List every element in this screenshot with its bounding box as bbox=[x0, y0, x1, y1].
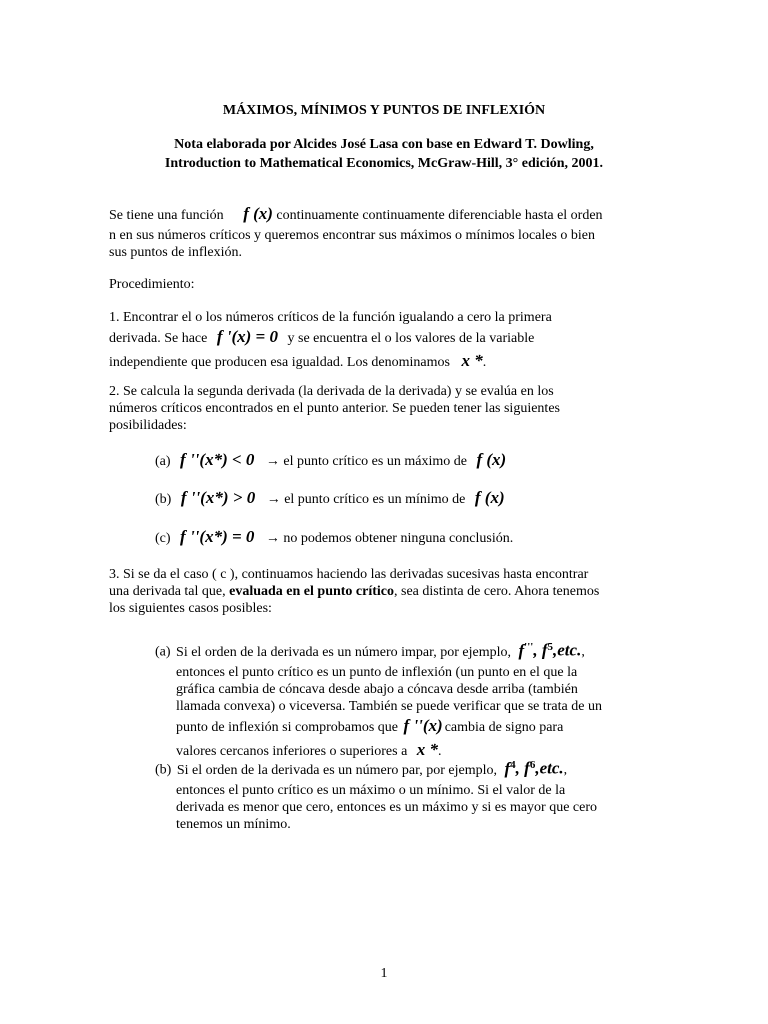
subcase-label: (b) bbox=[155, 762, 172, 778]
case-a bbox=[155, 450, 675, 472]
step-2-line-3: posibilidades: bbox=[109, 418, 187, 433]
subcase-a-line-6b: . bbox=[438, 743, 442, 759]
step-1-line-1: 1. Encontrar el o los números críticos de la función igualando a cero la primera bbox=[109, 310, 552, 325]
page-title: MÁXIMOS, MÍNIMOS Y PUNTOS DE INFLEXIÓN bbox=[222, 103, 546, 118]
case-label: (a) bbox=[155, 454, 171, 469]
case-fx: f (x) bbox=[476, 450, 507, 469]
subcase-a-line-3: gráfica cambia de cóncava desde abajo a cóncava desde arriba (también bbox=[176, 681, 578, 697]
right-arrow-icon: → bbox=[265, 531, 280, 546]
step-3-text-2: , sea distinta de cero. Ahora tenemos bbox=[394, 584, 600, 599]
subcase-a-line-5b: cambia de signo para bbox=[444, 719, 564, 735]
right-arrow-icon: → bbox=[265, 454, 280, 469]
fifth-derivative-exponent: 5 bbox=[547, 641, 554, 653]
step-2-paragraph bbox=[109, 383, 669, 434]
case-b bbox=[155, 488, 675, 510]
case-text: no podemos obtener ninguna conclusión. bbox=[283, 531, 514, 546]
intro-paragraph bbox=[109, 203, 669, 261]
step-1-text-4: . bbox=[482, 355, 487, 370]
x-star: x * bbox=[416, 739, 439, 759]
intro-line-2: n en sus números críticos y queremos encontrar sus máximos o mínimos locales o bien bbox=[109, 228, 596, 243]
step-3-text-1: una derivada tal que, bbox=[109, 584, 226, 599]
separator: , bbox=[533, 640, 542, 660]
step-1-text-3: independiente que producen esa igualdad. Los denominamos bbox=[109, 355, 450, 370]
subcase-a-line-2: entonces el punto crítico es un punto de inflexión (un punto en el que la bbox=[176, 664, 578, 680]
fx-expression: f (x) bbox=[243, 204, 273, 223]
step-3-paragraph bbox=[109, 566, 669, 617]
subcase-label: (a) bbox=[155, 644, 171, 660]
subcase-b-text-2: , bbox=[563, 762, 568, 778]
derivative-f: f bbox=[541, 640, 548, 660]
subcase-b bbox=[155, 754, 685, 833]
intro-text-1: Se tiene una función bbox=[109, 208, 224, 223]
subcase-b-line-3: derivada es menor que cero, entonces es un máximo y si es mayor que cero bbox=[176, 799, 598, 815]
author-note-line-1: Nota elaborada por Alcides José Lasa con base en Edward T. Dowling, bbox=[174, 137, 594, 152]
right-arrow-icon: → bbox=[266, 492, 281, 507]
case-label: (b) bbox=[155, 492, 172, 507]
case-text: el punto crítico es un máximo de bbox=[283, 454, 467, 469]
step-3-line-1: 3. Si se da el caso ( c ), continuamos haciendo las derivadas sucesivas hasta encontrar bbox=[109, 567, 589, 582]
procedure-heading: Procedimiento: bbox=[109, 277, 195, 292]
step-3-line-3: los siguientes casos posibles: bbox=[109, 601, 272, 616]
subcase-a bbox=[155, 636, 685, 763]
case-text: el punto crítico es un mínimo de bbox=[284, 492, 466, 507]
subcase-a-text-1: Si el orden de la derivada es un número impar, por ejemplo, bbox=[176, 644, 511, 660]
step-1-text-1: derivada. Se hace bbox=[109, 331, 208, 346]
derivative-f: f bbox=[518, 640, 525, 660]
case-expression: f ''(x*) < 0 bbox=[180, 450, 255, 469]
second-derivative-fx: f ''(x) bbox=[403, 715, 443, 735]
x-star: x * bbox=[461, 351, 483, 370]
subcase-b-text-1: Si el orden de la derivada es un número par, por ejemplo, bbox=[176, 762, 497, 778]
subcase-a-line-4: llamada convexa) o viceversa. También se puede verificar que se trata de un bbox=[176, 698, 602, 714]
subcase-b-line-2: entonces el punto crítico es un máximo o un mínimo. Si el valor de la bbox=[176, 782, 566, 798]
subcase-a-line-5a: punto de inflexión si comprobamos que bbox=[176, 719, 399, 735]
step-1-paragraph bbox=[109, 309, 669, 374]
separator: , bbox=[515, 758, 525, 778]
derivative-f: f bbox=[524, 758, 530, 778]
step-2-line-1: 2. Se calcula la segunda derivada (la derivada de la derivada) y se evalúa en los bbox=[109, 384, 554, 399]
page-number: 1 bbox=[380, 966, 388, 981]
step-3-bold-text: evaluada en el punto crítico bbox=[229, 584, 395, 599]
subcase-a-text-2: , bbox=[581, 644, 585, 660]
author-note bbox=[0, 135, 768, 173]
case-c bbox=[155, 527, 675, 549]
step-2-line-2: números críticos encontrados en el punto anterior. Se pueden tener las siguientes bbox=[109, 401, 560, 416]
etc-text: ,etc. bbox=[535, 758, 564, 778]
sixth-derivative-exponent: 6 bbox=[529, 759, 536, 771]
subcase-b-line-4: tenemos un mínimo. bbox=[176, 816, 291, 832]
subcase-a-line-6a: valores cercanos inferiores o superiores a bbox=[176, 743, 408, 759]
etc-text: ,etc. bbox=[553, 640, 582, 660]
case-fx: f (x) bbox=[474, 488, 505, 507]
first-derivative-equation: f '(x) = 0 bbox=[216, 327, 278, 346]
third-derivative-marks: ''' bbox=[524, 641, 534, 653]
fourth-derivative-exponent: 4 bbox=[510, 759, 516, 771]
case-expression: f ''(x*) = 0 bbox=[180, 527, 255, 546]
step-1-text-2: y se encuentra el o los valores de la variable bbox=[287, 331, 535, 346]
intro-text-2: continuamente continuamente diferenciable hasta el orden bbox=[272, 208, 603, 223]
case-expression: f ''(x*) > 0 bbox=[180, 488, 256, 507]
author-note-line-2: Introduction to Mathematical Economics, McGraw-Hill, 3° edición, 2001. bbox=[164, 156, 604, 171]
intro-line-3: sus puntos de inflexión. bbox=[109, 245, 242, 260]
derivative-f: f bbox=[504, 758, 511, 778]
case-label: (c) bbox=[155, 531, 171, 546]
